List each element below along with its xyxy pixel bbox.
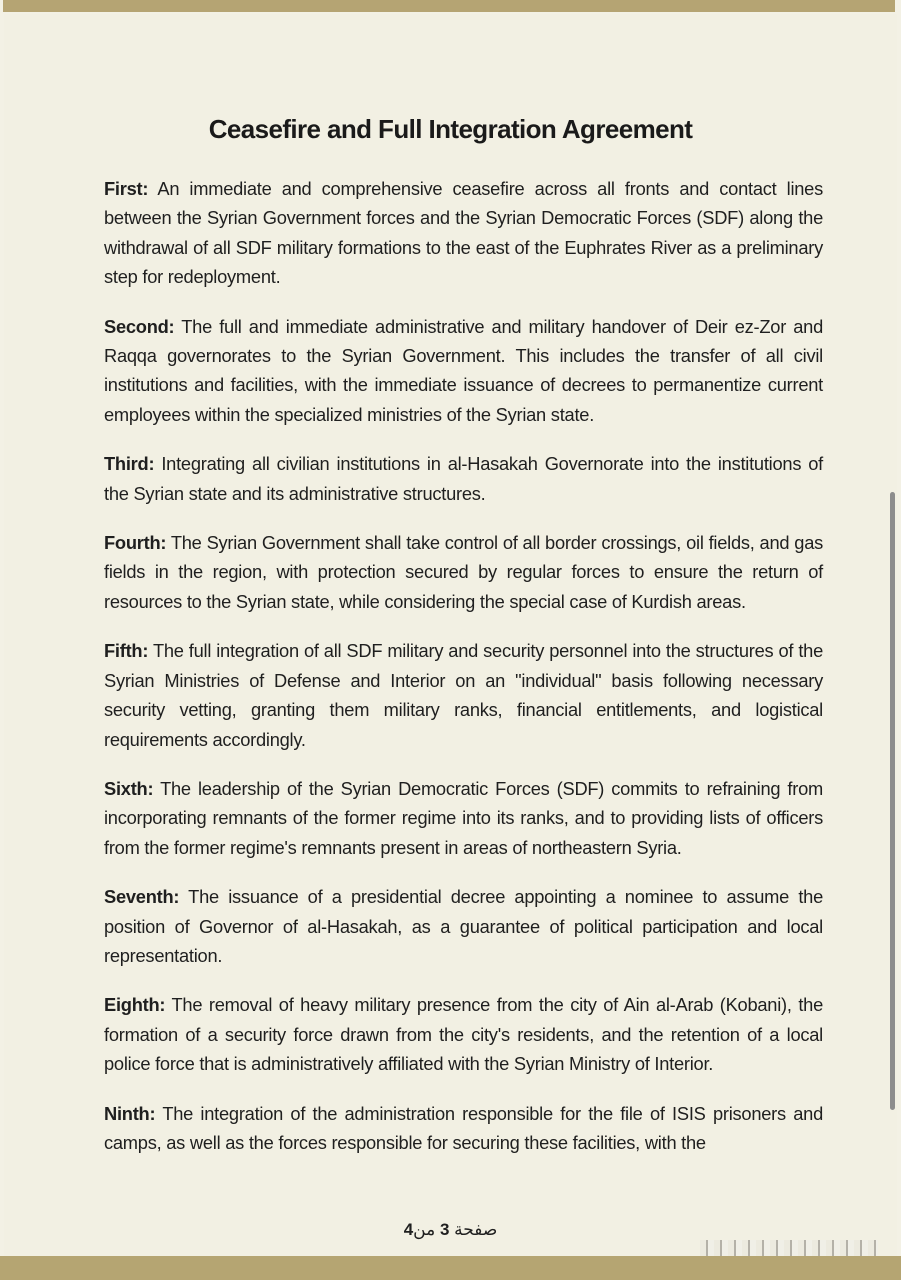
article-text: An immediate and comprehensive ceasefire across all fronts and contact lines between the Syrian Government forces and the Syrian Democratic Forces (SDF) along the withdrawal of all SDF military formations to the east of the Euphrates River as a preliminary step for redeployment.: [104, 178, 823, 288]
article-sixth: [104, 774, 823, 862]
article-label: Fifth:: [104, 640, 149, 662]
article-first: [104, 174, 823, 292]
article-label: Third:: [104, 453, 155, 475]
total-pages: 4: [403, 1220, 414, 1239]
document-body: [104, 174, 823, 1177]
article-label: Seventh:: [104, 886, 180, 908]
article-label: Sixth:: [104, 777, 154, 799]
current-page: 3: [439, 1220, 450, 1239]
article-label: Eighth:: [104, 994, 166, 1016]
article-text: The Syrian Government shall take control of all border crossings, oil fields, and gas fields in the region, with protection secured by regular forces to ensure the return of resources to the Syrian state, while considering the special case of Kurdish areas.: [104, 532, 823, 612]
article-seventh: [104, 882, 823, 970]
page-of: من: [413, 1220, 440, 1239]
page-number: [0, 1220, 901, 1240]
article-text: The issuance of a presidential decree appointing a nominee to assume the position of Governor of al-Hasakah, as a guarantee of political participation and local representation.: [104, 886, 823, 966]
article-label: First:: [104, 178, 149, 199]
top-border: [3, 0, 895, 12]
article-label: Ninth:: [104, 1102, 156, 1124]
article-text: The leadership of the Syrian Democratic Forces (SDF) commits to refraining from incorporating remnants of the former regime into its ranks, and to providing lists of officers from the former regime's remnants present in areas of northeastern Syria.: [104, 777, 823, 858]
article-third: [104, 449, 823, 508]
article-text: The removal of heavy military presence from the city of Ain al-Arab (Kobani), the formation of a security force drawn from the city's residents, and the retention of a local police force that is administratively affiliated with the Syrian Ministry of Interior.: [104, 994, 823, 1075]
article-label: Fourth:: [104, 532, 167, 554]
page-label: صفحة: [449, 1220, 498, 1239]
document-title: Ceasefire and Full Integration Agreement: [208, 114, 693, 144]
article-text: The integration of the administration responsible for the file of ISIS prisoners and camps, as well as the forces responsible for securing these facilities, with the: [104, 1102, 823, 1153]
article-eighth: [104, 990, 823, 1078]
bottom-border: [0, 1256, 901, 1280]
article-label: Second:: [104, 315, 175, 337]
scrollbar[interactable]: [890, 492, 895, 1110]
article-fourth: [104, 528, 823, 616]
article-text: The full integration of all SDF military and security personnel into the structures of the Syrian Ministries of Defense and Interior on an "individual" basis following necessary security vetting, granting them military ranks, financial entitlements, and logistical requirements accordingly.: [104, 640, 823, 750]
article-text: The full and immediate administrative and military handover of Deir ez-Zor and Raqqa governorates to the Syrian Government. This includes the transfer of all civil institutions and facilities, with the immediate issuance of decrees to permanentize current employees within the specialized ministries of the Syrian state.: [104, 315, 823, 425]
article-text: Integrating all civilian institutions in al-Hasakah Governorate into the institutions of the Syrian state and its administrative structures.: [104, 453, 823, 504]
article-fifth: [104, 636, 823, 754]
article-ninth: [104, 1099, 823, 1158]
article-second: [104, 312, 823, 430]
